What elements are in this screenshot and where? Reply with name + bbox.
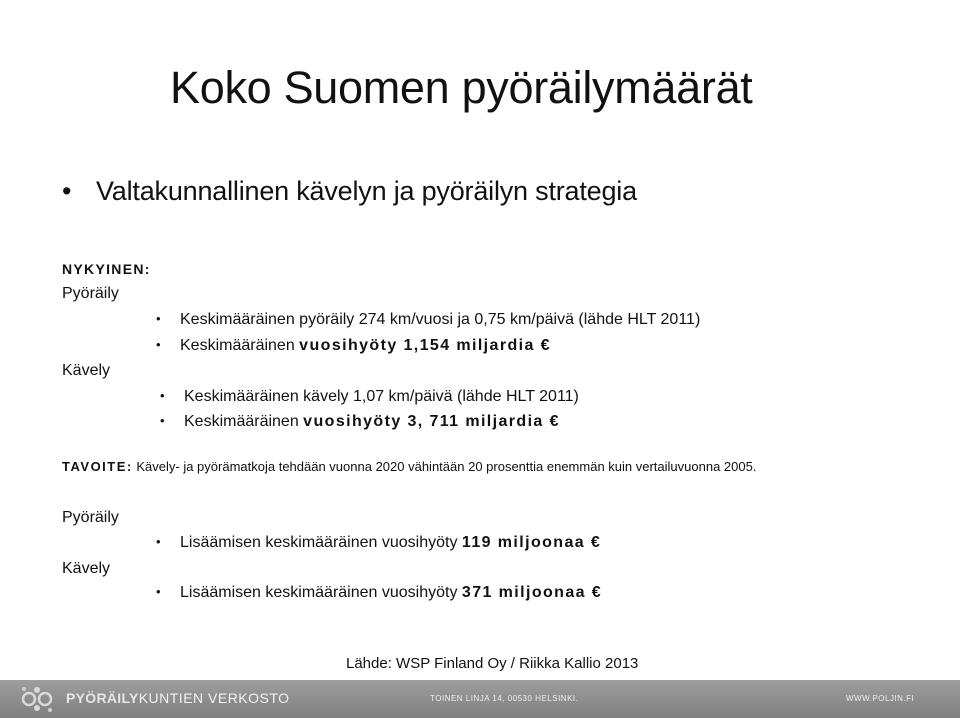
item-text-plain: Keskimääräinen <box>184 413 304 430</box>
brand-bold: PYÖRÄILY <box>66 690 139 706</box>
target-heading: TAVOITE: <box>62 459 133 474</box>
slide-title: Koko Suomen pyöräilymäärät <box>170 62 753 113</box>
item-text-bold: vuosihyöty 1,154 miljardia € <box>299 337 551 354</box>
item-text-plain: Lisäämisen keskimääräinen vuosihyöty <box>180 534 462 551</box>
footer-website-link[interactable]: WWW.POLJIN.FI <box>846 694 915 703</box>
footer-brand <box>66 690 290 706</box>
footer-address: TOINEN LINJA 14, 00530 HELSINKI. <box>430 694 579 703</box>
target-text: Kävely- ja pyörämatkoja tehdään vuonna 2020 vähintään 20 prosenttia enemmän kuin vertailuvuonna 2005. <box>132 459 757 474</box>
brand-light: KUNTIEN VERKOSTO <box>138 690 290 706</box>
item-text <box>184 413 560 431</box>
item-text-bold: vuosihyöty 3, 711 miljardia € <box>303 413 560 430</box>
target-statement <box>62 459 756 474</box>
item-text: Keskimääräinen kävely 1,07 km/päivä (lähde HLT 2011) <box>184 388 579 405</box>
item-text <box>180 337 551 355</box>
item-text-plain: Lisäämisen keskimääräinen vuosihyöty <box>180 584 462 601</box>
strategy-text: Valtakunnallinen kävelyn ja pyöräilyn strategia <box>96 176 637 206</box>
network-logo-icon <box>20 684 54 714</box>
item-text-plain: Keskimääräinen <box>180 337 300 354</box>
bullet: • <box>156 311 161 326</box>
item-text <box>180 534 601 552</box>
bullet: • <box>156 534 161 549</box>
item-text <box>180 584 602 602</box>
bullet: • <box>156 584 161 599</box>
item-text: Keskimääräinen pyöräily 274 km/vuosi ja 0,75 km/päivä (lähde HLT 2011) <box>180 311 701 328</box>
source-note: Lähde: WSP Finland Oy / Riikka Kallio 2013 <box>346 655 639 672</box>
footer-bar <box>0 680 960 718</box>
target-cycling-label: Pyöräily <box>62 509 119 526</box>
item-text-bold: 119 miljoonaa € <box>461 534 602 551</box>
item-text-bold: 371 miljoonaa € <box>461 584 603 601</box>
bullet: • <box>156 337 161 352</box>
bullet: • <box>160 388 165 403</box>
bullet: • <box>62 176 72 206</box>
current-cycling-label: Pyöräily <box>62 285 119 302</box>
current-walking-label: Kävely <box>62 362 111 379</box>
bullet: • <box>160 413 165 428</box>
target-walking-label: Kävely <box>62 560 111 577</box>
current-heading: NYKYINEN: <box>62 261 151 277</box>
